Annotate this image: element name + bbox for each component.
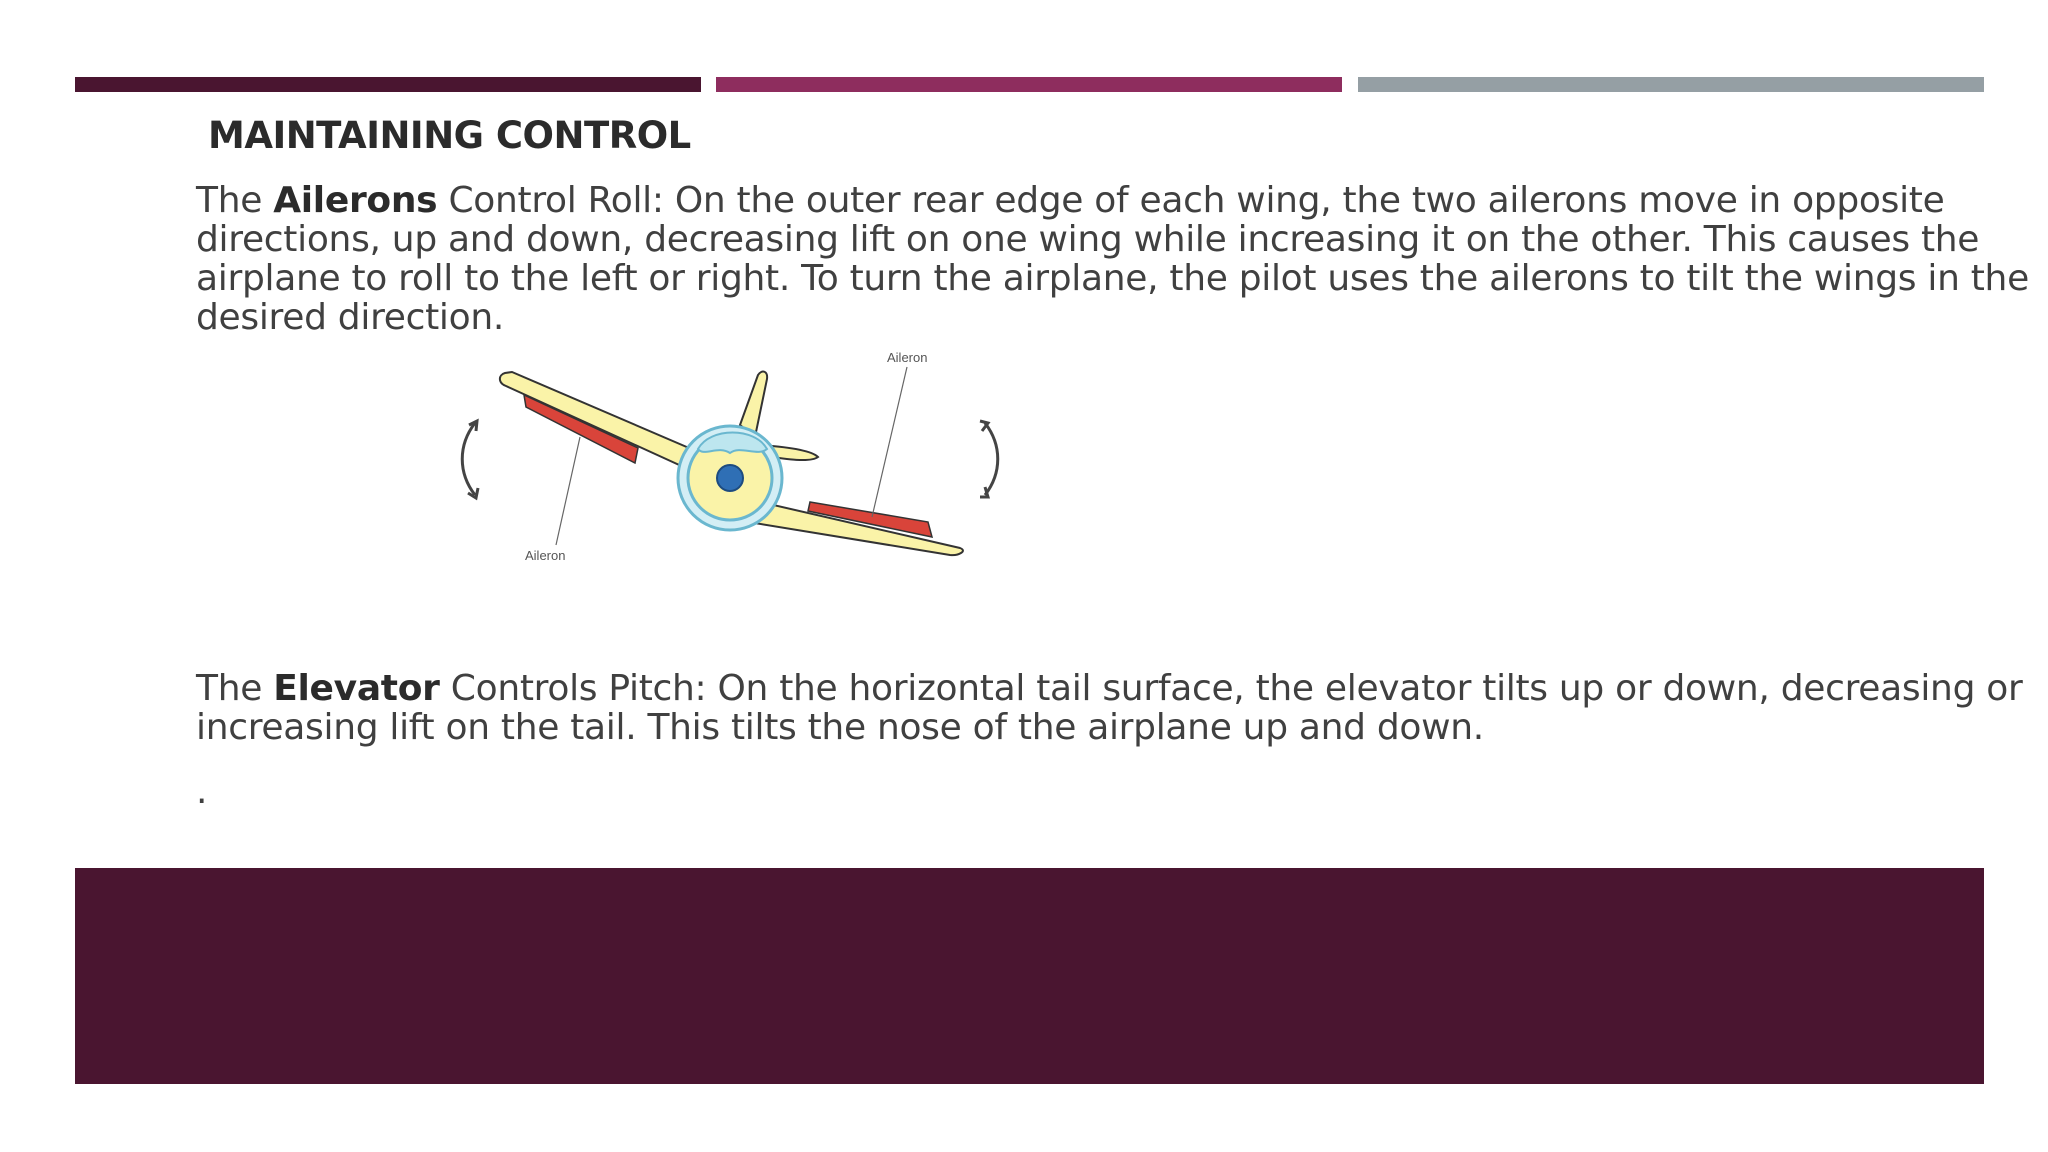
- propeller-hub: [717, 465, 743, 491]
- header-bar-gray: [1358, 77, 1984, 92]
- airplane-roll-diagram: [440, 345, 1040, 575]
- ailerons-term: Ailerons: [273, 180, 438, 221]
- roll-arrow-left-icon: [462, 423, 475, 495]
- ailerons-paragraph: [196, 181, 2041, 337]
- elevator-text: Controls Pitch: On the horizontal tail surface, the elevator tilts up or down, decreasing or increasing lift on the tail. This tilts the nose of the airplane up and down.: [196, 668, 2023, 748]
- slide-title: MAINTAINING CONTROL: [208, 114, 691, 157]
- trailing-dot: .: [196, 771, 208, 812]
- elevator-paragraph: [196, 669, 2041, 747]
- footer-band: [75, 868, 1984, 1084]
- elevator-term: Elevator: [273, 668, 440, 709]
- aileron-label-bottom: Aileron: [525, 548, 566, 563]
- elevator-prefix: The: [196, 668, 274, 709]
- ailerons-text: Control Roll: On the outer rear edge of each wing, the two ailerons move in opposite directions, up and down, decreasing lift on one wing while increasing it on the other. This causes the airplane to roll to the left or right. To turn the airplane, the pilot uses the ailerons to tilt the wings in the desired direction.: [196, 180, 2029, 338]
- ailerons-prefix: The: [196, 180, 274, 221]
- header-bar-magenta: [716, 77, 1342, 92]
- roll-arrow-right-icon: [985, 423, 998, 495]
- header-bar-dark: [75, 77, 701, 92]
- aileron-label-top: Aileron: [887, 350, 928, 365]
